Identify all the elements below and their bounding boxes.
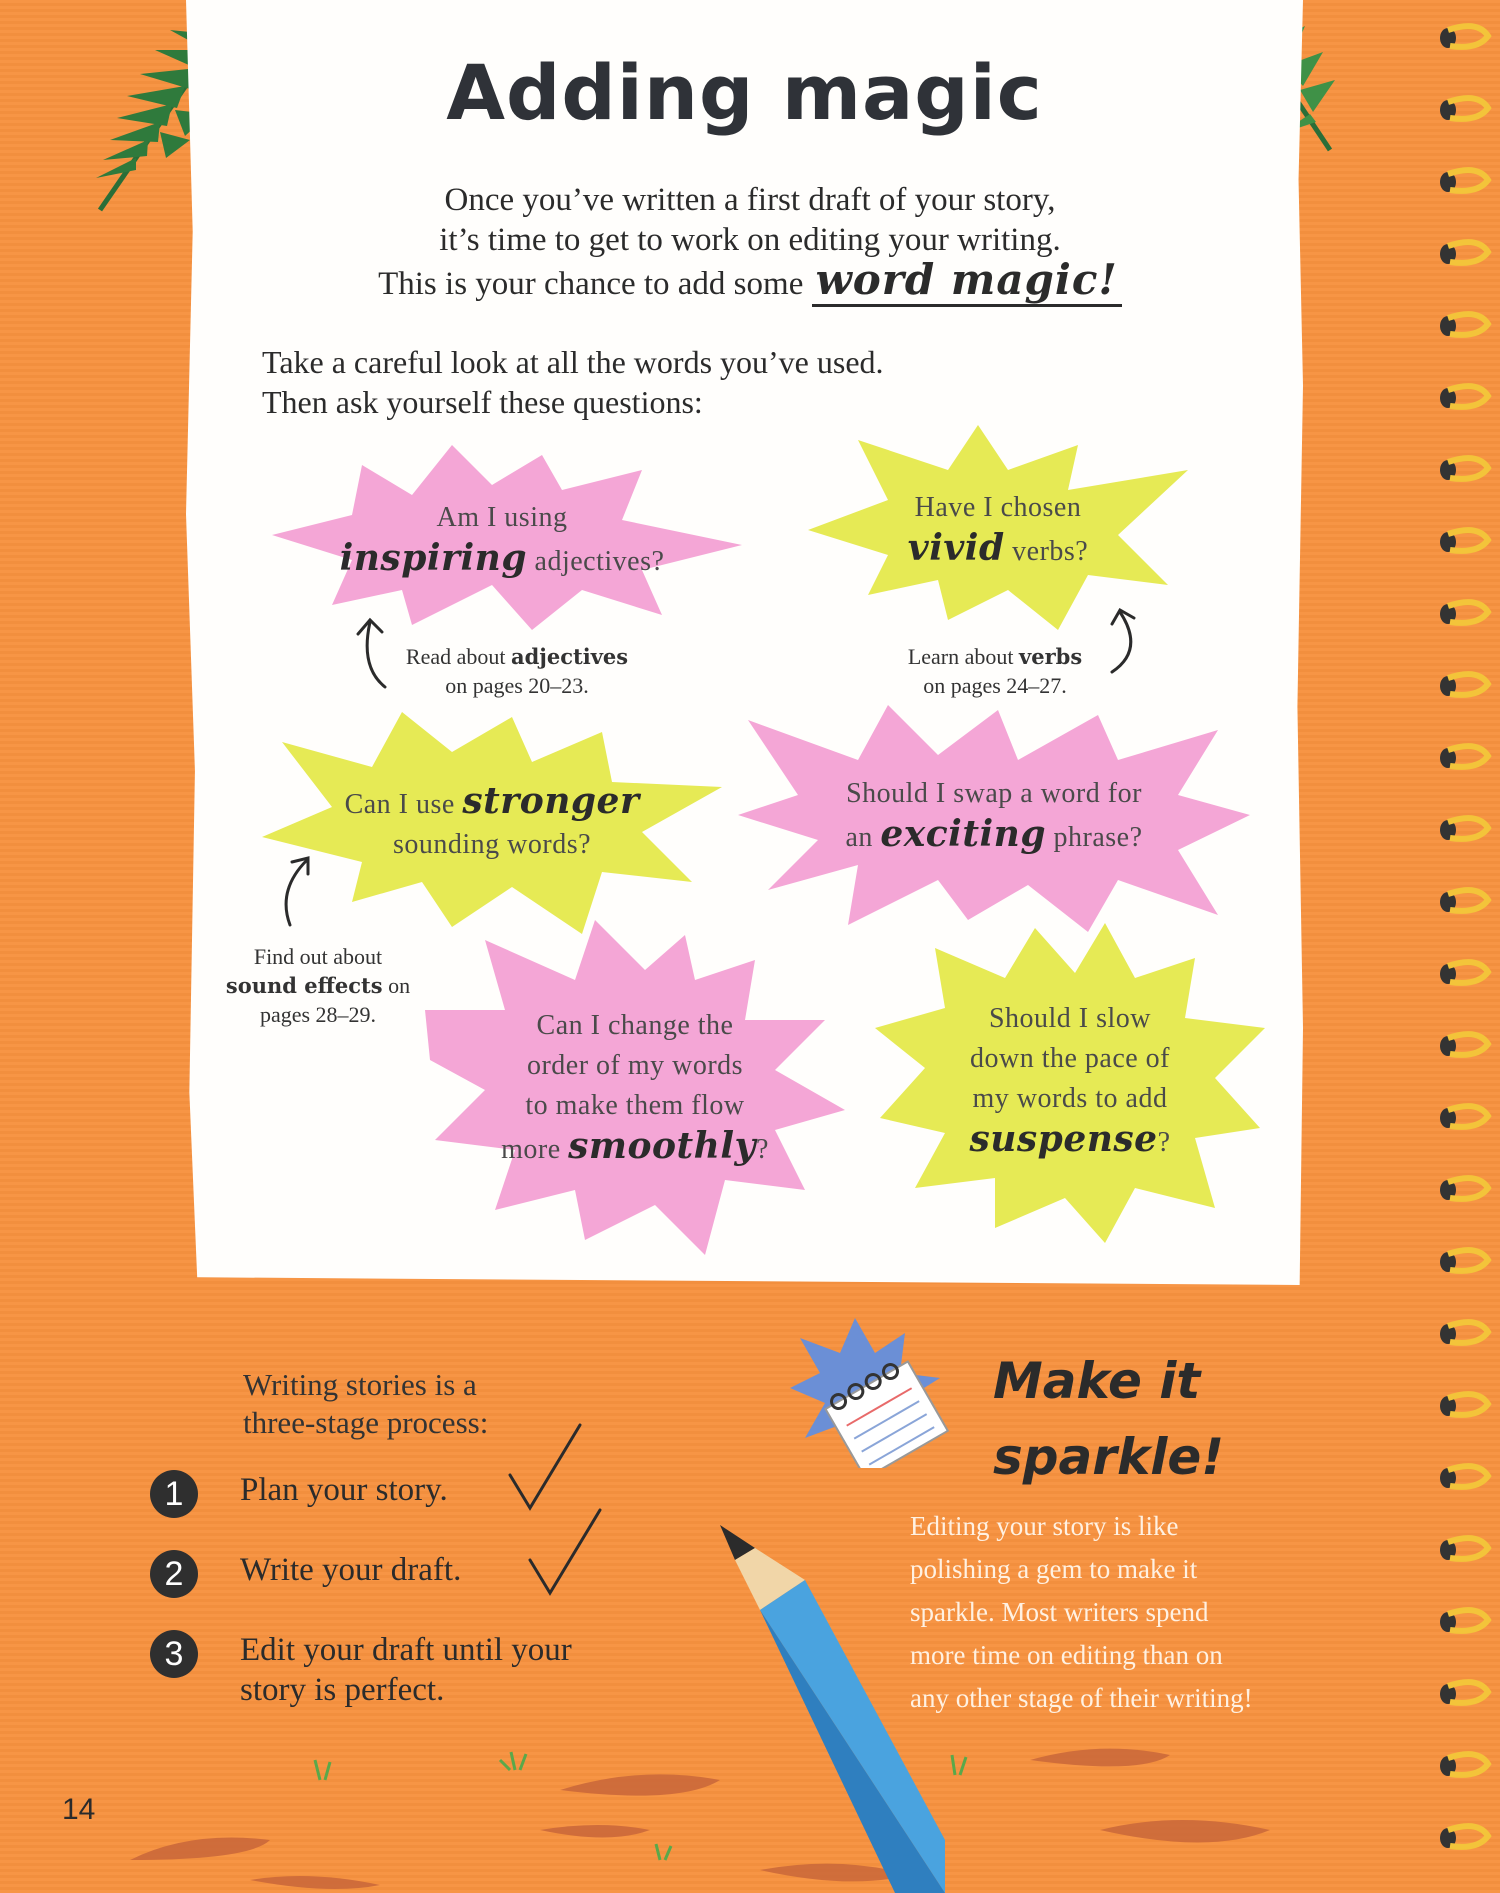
burst-6-line-4-post: ? — [1157, 1126, 1171, 1158]
stage-2 — [150, 1550, 461, 1598]
burst-1-keyword: inspiring — [339, 537, 528, 579]
spiral-ring-icon — [1438, 526, 1492, 558]
sparkle-line-2: polishing a gem to make it — [910, 1554, 1198, 1584]
spiral-ring-icon — [1438, 1318, 1492, 1350]
spiral-ring-icon — [1438, 1174, 1492, 1206]
spiral-ring-icon — [1438, 1534, 1492, 1566]
spiral-ring-icon — [1438, 1390, 1492, 1422]
burst-5-line-4-pre: more — [501, 1133, 561, 1165]
spiral-ring-icon — [1438, 94, 1492, 126]
burst-2-line-2: verbs? — [1012, 536, 1089, 567]
burst-1-line-2: adjectives? — [534, 546, 665, 577]
checkmark-icon — [525, 1505, 605, 1600]
sparkle-line-3: sparkle. Most writers spend — [910, 1597, 1209, 1627]
question-burst-exciting — [738, 700, 1250, 932]
stage-1 — [150, 1470, 448, 1518]
word-magic-highlight: word magic! — [812, 255, 1122, 307]
spiral-ring-icon — [1438, 1462, 1492, 1494]
burst-5-line-1: Can I change the — [536, 1009, 734, 1041]
note-2-line-2: on pages 24–27. — [923, 673, 1067, 698]
spiral-ring-icon — [1438, 310, 1492, 342]
note-3-post: on — [388, 973, 411, 998]
spiral-ring-icon — [1438, 1606, 1492, 1638]
burst-5-keyword: smoothly — [568, 1124, 756, 1167]
stages-intro-line-2: three-stage process: — [243, 1405, 489, 1440]
stage-1-text: Plan your story. — [240, 1472, 448, 1508]
burst-2-keyword: vivid — [907, 527, 1005, 569]
sparkle-line-1: Editing your story is like — [910, 1511, 1179, 1541]
burst-3-keyword: stronger — [462, 780, 640, 822]
sparkle-line-5: any other stage of their writing! — [910, 1683, 1253, 1713]
page-number: 14 — [62, 1793, 96, 1826]
note-adjectives — [392, 642, 642, 700]
lead-line-1: Take a careful look at all the words you’ve used. — [262, 344, 884, 380]
stage-3-text-line-1: Edit your draft until your — [240, 1632, 572, 1668]
arrow-up-icon — [272, 850, 322, 930]
burst-6-line-1: Should I slow — [988, 1002, 1152, 1034]
note-sound-effects — [218, 942, 418, 1029]
intro-line-1: Once you’ve written a first draft of your story, — [444, 182, 1056, 218]
note-1-bold: adjectives — [510, 644, 629, 669]
spiral-ring-icon — [1438, 886, 1492, 918]
sparkle-heading-line-1: Make it — [993, 1352, 1201, 1410]
burst-5-line-4-post: ? — [755, 1133, 769, 1165]
arrow-up-right-icon — [1100, 600, 1150, 680]
burst-4-line-1: Should I swap a word for — [846, 778, 1142, 809]
sparkle-heading-line-2: sparkle! — [993, 1428, 1225, 1486]
spiral-ring-icon — [1438, 166, 1492, 198]
stages-intro — [243, 1366, 488, 1442]
spiral-ring-icon — [1438, 454, 1492, 486]
spiral-ring-icon — [1438, 1246, 1492, 1278]
stage-3-text-line-2: story is perfect. — [240, 1672, 445, 1708]
spiral-ring-icon — [1438, 22, 1492, 54]
intro-line-2: it’s time to get to work on editing your writing. — [439, 222, 1061, 258]
note-3-bold: sound effects — [225, 973, 383, 998]
question-burst-adjectives — [262, 440, 742, 640]
spiral-ring-icon — [1438, 1822, 1492, 1854]
spiral-ring-icon — [1438, 670, 1492, 702]
intro-line-3-text: This is your chance to add some — [378, 266, 804, 302]
stage-2-text: Write your draft. — [240, 1552, 462, 1588]
note-2-bold: verbs — [1019, 644, 1083, 669]
burst-6-keyword: suspense — [969, 1117, 1158, 1160]
lead-text — [262, 342, 1162, 422]
spiral-ring-icon — [1438, 1750, 1492, 1782]
burst-6-line-3: my words to add — [972, 1082, 1168, 1114]
question-burst-smoothly — [425, 920, 845, 1255]
stages-intro-line-1: Writing stories is a — [243, 1367, 477, 1402]
burst-3-line-1: Can I use — [344, 789, 455, 820]
stage-number-badge: 1 — [150, 1470, 198, 1518]
burst-2-line-1: Have I chosen — [914, 492, 1082, 523]
checkmark-icon — [505, 1420, 585, 1515]
burst-3-line-2: sounding words? — [392, 829, 592, 860]
spiral-ring-icon — [1438, 598, 1492, 630]
spiral-ring-icon — [1438, 958, 1492, 990]
note-3-line-1: Find out about — [253, 944, 383, 969]
burst-4-line-2-pre: an — [845, 822, 873, 853]
burst-5-line-3: to make them flow — [525, 1089, 745, 1121]
spiral-ring-icon — [1438, 1030, 1492, 1062]
spiral-ring-icon — [1438, 238, 1492, 270]
note-1-line-2: on pages 20–23. — [445, 673, 589, 698]
note-3-line-3: pages 28–29. — [259, 1002, 377, 1027]
stage-3 — [150, 1630, 572, 1710]
burst-1-line-1: Am I using — [436, 502, 568, 533]
pencil-icon — [715, 1520, 945, 1893]
burst-4-line-2-post: phrase? — [1053, 822, 1143, 853]
notepad-icon — [780, 1318, 980, 1468]
spiral-ring-icon — [1438, 1678, 1492, 1710]
stage-number-badge: 3 — [150, 1630, 198, 1678]
sparkle-line-4: more time on editing than on — [910, 1640, 1223, 1670]
note-2-pre: Learn about — [907, 644, 1014, 669]
question-burst-stronger — [262, 712, 722, 934]
spiral-ring-icon — [1438, 1102, 1492, 1134]
intro-text — [300, 180, 1200, 304]
burst-5-line-2: order of my words — [526, 1049, 744, 1081]
lead-line-2: Then ask yourself these questions: — [262, 384, 703, 420]
intro-line-3 — [300, 255, 1200, 304]
sparkle-heading — [993, 1343, 1224, 1495]
stage-number-badge: 2 — [150, 1550, 198, 1598]
page-title: Adding magic — [446, 48, 1043, 137]
spiral-ring-icon — [1438, 382, 1492, 414]
burst-4-keyword: exciting — [880, 813, 1047, 855]
spiral-ring-icon — [1438, 814, 1492, 846]
sparkle-text — [910, 1505, 1330, 1720]
spiral-ring-icon — [1438, 742, 1492, 774]
question-burst-suspense — [875, 918, 1265, 1243]
burst-6-line-2: down the pace of — [969, 1042, 1171, 1074]
note-verbs — [880, 642, 1110, 700]
note-1-pre: Read about — [405, 644, 506, 669]
